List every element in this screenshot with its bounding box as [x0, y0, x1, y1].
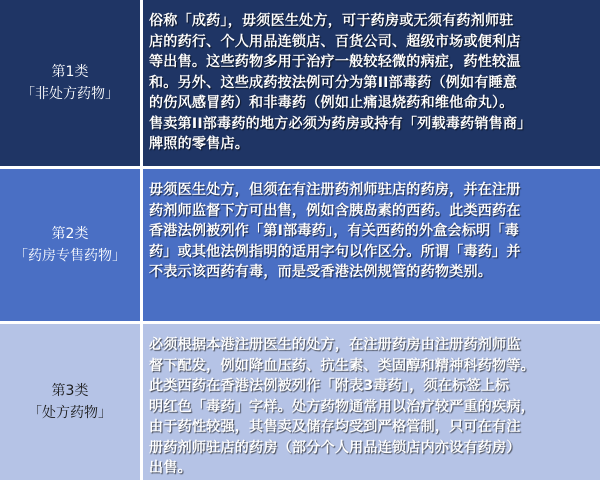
description-line: 等出售。这些药物多用于治疗一般较轻微的病症，药性较温: [149, 54, 521, 70]
category-name: 「药房专售药物」: [14, 248, 126, 264]
category-label-1: [0, 0, 140, 166]
description-line: 香港法例被列作「第I部毒药」，有关西药的外盒会标明「毒: [149, 223, 520, 239]
category-label-2: [0, 169, 140, 321]
description-line: 由于药性较强，其售卖及储存均受到严格管制，只可在有注: [149, 419, 521, 435]
category-description-2: [143, 169, 600, 321]
description-line: 必须根据本港注册医生的处方，在注册药房由注册药剂师监: [149, 337, 521, 353]
category-number: 第2类: [51, 226, 89, 242]
category-name: 「非处方药物」: [21, 86, 119, 102]
category-number: 第3类: [51, 383, 89, 399]
category-description-1: [143, 0, 600, 166]
description-line: 明红色「毒药」字样。处方药物通常用以治疗较严重的疾病，: [149, 398, 535, 415]
description-line: 牌照的零售店。: [149, 136, 250, 152]
description-line: 俗称「成药」，毋须医生处方，可于药房或无须有药剂师驻: [149, 13, 514, 29]
category-description-3: [143, 324, 600, 480]
category-row-3: [0, 324, 600, 480]
description-line: 督下配发，例如降血压药、抗生素、类固醇和精神科药物等。: [149, 357, 535, 374]
description-line: 不表示该西药有毒，而是受香港法例规管的药物类别。: [149, 264, 493, 280]
category-label-3: [0, 324, 140, 480]
category-name: 「处方药物」: [28, 405, 112, 421]
description-line: 此类西药在香港法例被列作「附表3毒药」，须在标签上标: [149, 378, 510, 394]
description-line: 的伤风感冒药）和非毒药（例如止痛退烧药和维他命丸）。: [149, 95, 514, 111]
description-line: 毋须医生处方，但须在有注册药剂师驻店的药房，并在注册: [149, 182, 521, 198]
description-line: 和。另外、这些成药按法例可分为第II部毒药（例如有睡意: [149, 74, 518, 91]
category-row-1: [0, 0, 600, 166]
category-row-2: [0, 169, 600, 321]
description-line: 店的药行、个人用品连锁店、百货公司、超级市场或便利店: [149, 33, 521, 50]
description-line: 售卖第II部毒药的地方必须为药房或持有「列载毒药销售商」: [149, 115, 532, 132]
description-line: 药」或其他法例指明的适用字句以作区分。所谓「毒药」并: [149, 243, 521, 260]
description-line: 药剂师监督下方可出售，例如含胰岛素的西药。此类西药在: [149, 202, 521, 219]
description-line: 册药剂师驻店的药房（部分个人用品连锁店内亦设有药房）: [149, 439, 521, 456]
category-number: 第1类: [51, 64, 89, 80]
description-line: 出售。: [149, 460, 192, 476]
